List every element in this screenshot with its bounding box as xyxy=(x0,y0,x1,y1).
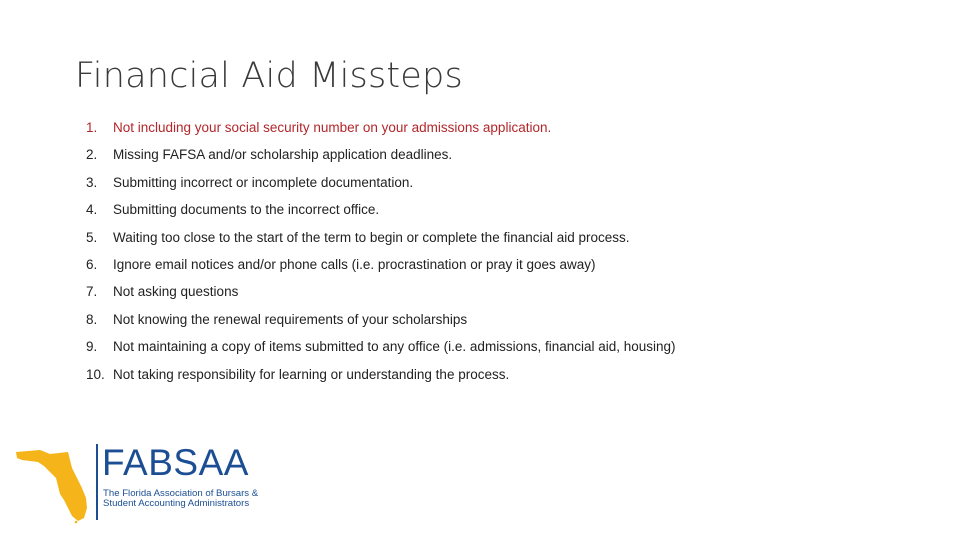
list-item xyxy=(86,367,946,394)
item-number: 8. xyxy=(86,311,98,327)
item-number: 5. xyxy=(86,229,98,245)
list-item xyxy=(86,120,946,147)
slide-title: Financial Aid Missteps xyxy=(75,56,463,96)
logo-subtitle xyxy=(103,489,258,509)
item-number: 4. xyxy=(86,202,98,218)
item-number: 7. xyxy=(86,284,98,300)
florida-map-icon xyxy=(14,442,94,524)
item-text: Not taking responsibility for learning or understanding the process. xyxy=(113,366,510,382)
list-item xyxy=(86,175,946,202)
item-text: Waiting too close to the start of the term to begin or complete the financial aid process. xyxy=(113,229,630,245)
item-text: Submitting incorrect or incomplete documentation. xyxy=(113,174,414,190)
item-text: Not including your social security number on your admissions application. xyxy=(113,120,552,135)
item-number: 1. xyxy=(86,120,98,135)
list-item xyxy=(86,339,946,366)
list-item xyxy=(86,257,946,284)
fabsaa-logo xyxy=(14,440,274,524)
logo-divider xyxy=(96,444,98,520)
item-number: 6. xyxy=(86,256,98,272)
item-number: 9. xyxy=(86,339,98,355)
list-item xyxy=(86,312,946,339)
item-number: 3. xyxy=(86,174,98,190)
list-item xyxy=(86,284,946,311)
logo-subtitle-line2: Student Accounting Administrators xyxy=(103,498,250,509)
missteps-list xyxy=(86,120,946,394)
item-text: Submitting documents to the incorrect office. xyxy=(113,202,380,218)
item-text: Ignore email notices and/or phone calls (i.e. procrastination or pray it goes away) xyxy=(113,256,596,272)
item-text: Not asking questions xyxy=(113,284,239,300)
item-number: 10. xyxy=(86,366,105,382)
item-number: 2. xyxy=(86,147,98,163)
list-item xyxy=(86,230,946,257)
list-item xyxy=(86,202,946,229)
logo-subtitle-line1: The Florida Association of Bursars & xyxy=(103,488,259,499)
item-text: Missing FAFSA and/or scholarship application deadlines. xyxy=(113,147,453,163)
list-item xyxy=(86,147,946,174)
logo-name: FABSAA xyxy=(102,442,249,483)
item-text: Not maintaining a copy of items submitted to any office (i.e. admissions, financial aid, housing) xyxy=(113,339,676,355)
item-text: Not knowing the renewal requirements of your scholarships xyxy=(113,311,468,327)
